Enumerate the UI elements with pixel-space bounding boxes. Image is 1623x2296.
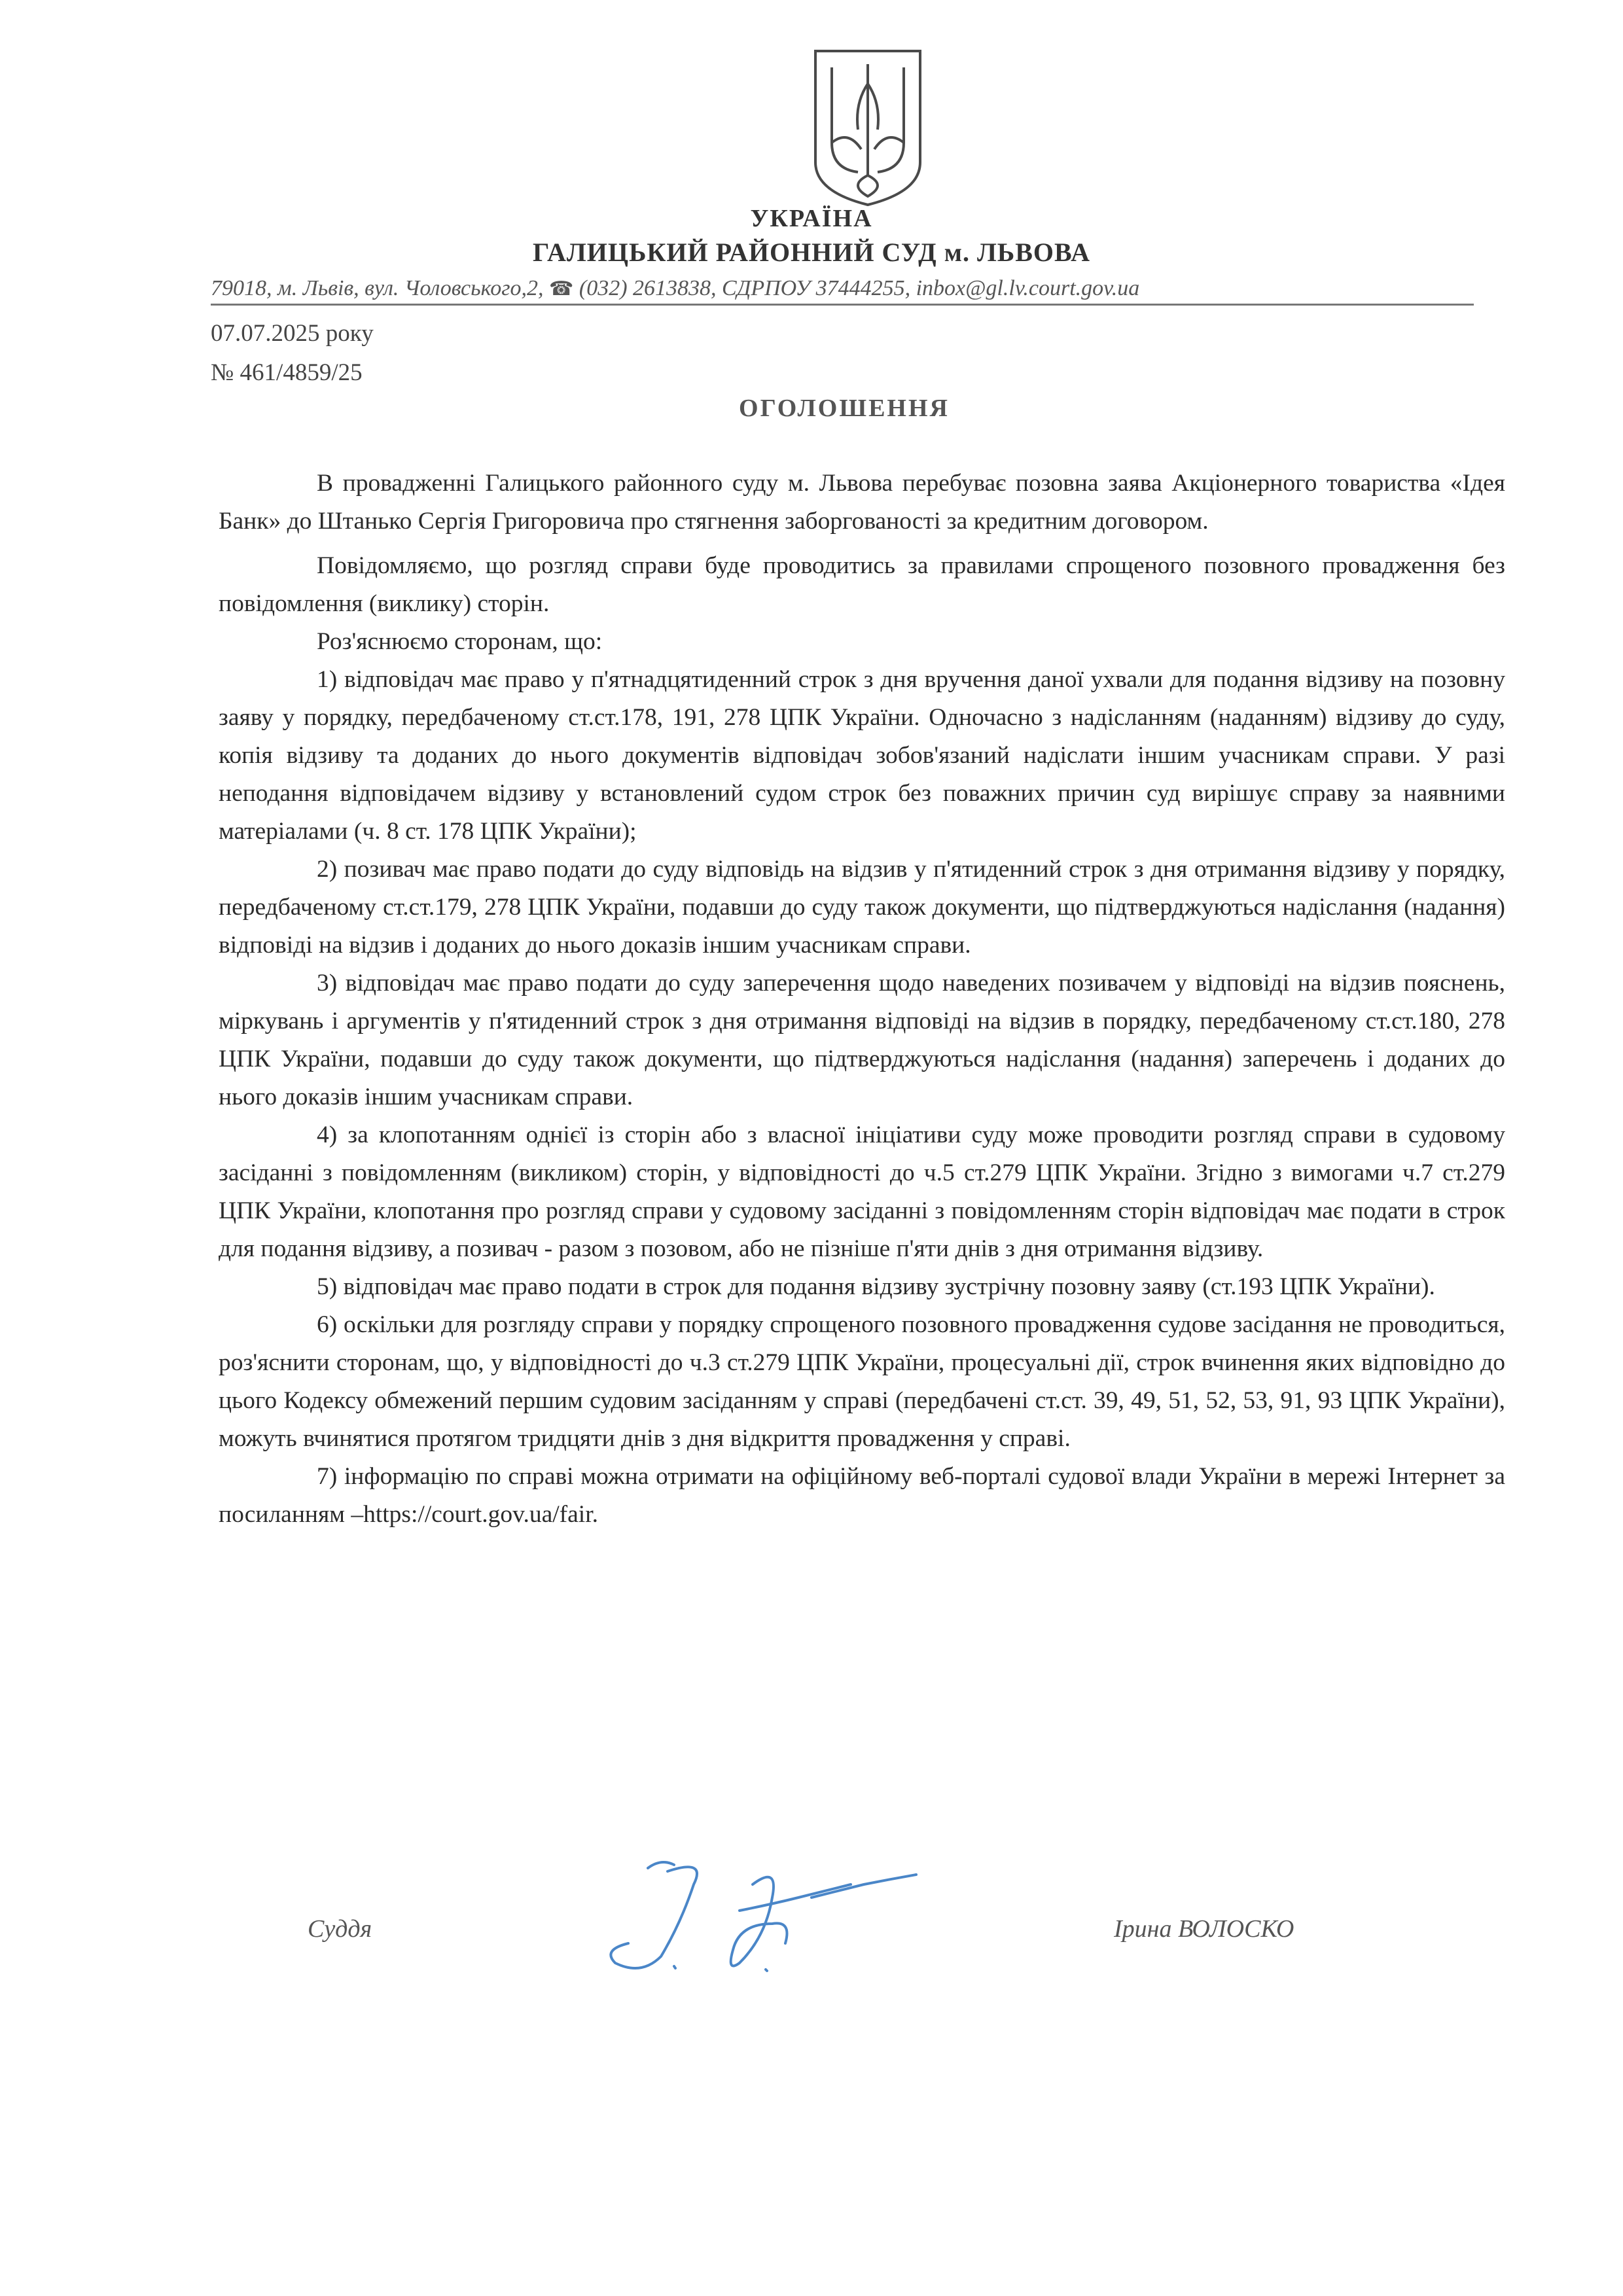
paragraph-clarification: Роз'яснюємо сторонам, що: [317, 628, 603, 655]
court-name-heading: ГАЛИЦЬКИЙ РАЙОННИЙ СУД м. ЛЬВОВА [532, 238, 1091, 267]
document-date: 07.07.2025 року [211, 320, 374, 347]
judge-name: Ірина ВОЛОСКО [1114, 1915, 1294, 1943]
paragraph-item-3: 3) відповідач має право подати до суду заперечення щодо наведених позивачем у відповіді на відзив пояснень, міркувань і аргументів у п'ятиденний строк з дня отримання відповіді на відзив в порядку, передбаченому ст.ст.180, 278 ЦПК України, подавши до суду також документи, що підтверджуються надіслання (надання) заперечень і доданих до нього доказів іншим учасникам справи. [219, 970, 1505, 1110]
paragraph-notice: Повідомляємо, що розгляд справи буде проводитись за правилами спрощеного позовного провадження без повідомлення (виклику) сторін. [219, 552, 1505, 617]
court-contacts: (032) 2613838, СДРПОУ 37444255, inbox@gl.lv.court.gov.ua [579, 276, 1140, 300]
country-heading: УКРАЇНА [750, 205, 873, 232]
paragraph-item-6: 6) оскільки для розгляду справи у порядку спрощеного позовного провадження судове засідання не проводиться, роз'яснити сторонам, що, у відповідності до ч.3 ст.279 ЦПК України, процесуальні дії, строк вчинення яких відповідно до цього Кодексу обмежений першим судовим засіданням у справі (передбачені ст.ст. 39, 49, 51, 52, 53, 91, 93 ЦПК України), можуть вчинятися протягом тридцяти днів з дня відкриття провадження у справі. [219, 1311, 1505, 1452]
announcement-body [219, 465, 1505, 1534]
paragraph-intro: В провадженні Галицького районного суду м. Львова перебуває позовна заява Акціонерного товариства «Ідея Банк» до Штанько Сергія Григоровича про стягнення заборгованості за кредитним договором. [219, 470, 1505, 535]
paragraph-item-5: 5) відповідач має право подати в строк для подання відзиву зустрічну позовну заяву (ст.193 ЦПК України). [317, 1273, 1435, 1300]
paragraph-item-7: 7) інформацію по справі можна отримати на офіційному веб-порталі судової влади України в мережі Інтернет за посиланням –https://court.gov.ua/fair. [219, 1463, 1505, 1528]
document-title: ОГОЛОШЕННЯ [739, 395, 950, 422]
paragraph-item-2: 2) позивач має право подати до суду відповідь на відзив у п'ятиденний строк з дня отримання відзиву у порядку, передбаченому ст.ст.179, 278 ЦПК України, подавши до суду також документи, що підтверджуються надіслання (надання) відповіді на відзив і доданих до нього доказів іншим учасникам справи. [219, 856, 1505, 959]
paragraph-item-1: 1) відповідач має право у п'ятнадцятиденний строк з дня вручення даної ухвали для подання відзиву на позовну заяву у порядку, передбаченому ст.ст.178, 191, 278 ЦПК України. Одночасно з надісланням (наданням) відзиву до суду, копія відзиву та доданих до нього документів відповідач зобов'язаний надіслати іншим учасникам справи. У разі неподання відповідачем відзиву у встановлений судом строк без поважних причин суд вирішує справу за наявними матеріалами (ч. 8 ст. 178 ЦПК України); [219, 666, 1505, 845]
case-number: № 461/4859/25 [211, 359, 363, 386]
trident-emblem-icon [809, 44, 927, 208]
signature-role: Суддя [308, 1915, 372, 1943]
phone-icon: ☎ [549, 278, 574, 300]
court-address-line [211, 276, 1474, 306]
court-address: 79018, м. Львів, вул. Чоловського,2, [211, 276, 544, 300]
handwritten-signature [576, 1845, 942, 1983]
paragraph-item-4: 4) за клопотанням однієї із сторін або з власної ініціативи суду може проводити розгляд справи в судовому засіданні з повідомленням (викликом) сторін, у відповідності до ч.5 ст.279 ЦПК України. Згідно з вимогами ч.7 ст.279 ЦПК України, клопотання про розгляд справи у судовому засіданні з повідомленням сторін відповідач має подати в строк для подання відзиву, а позивач - разом з позовом, або не пізніше п'яти днів з дня отримання відзиву. [219, 1122, 1505, 1262]
